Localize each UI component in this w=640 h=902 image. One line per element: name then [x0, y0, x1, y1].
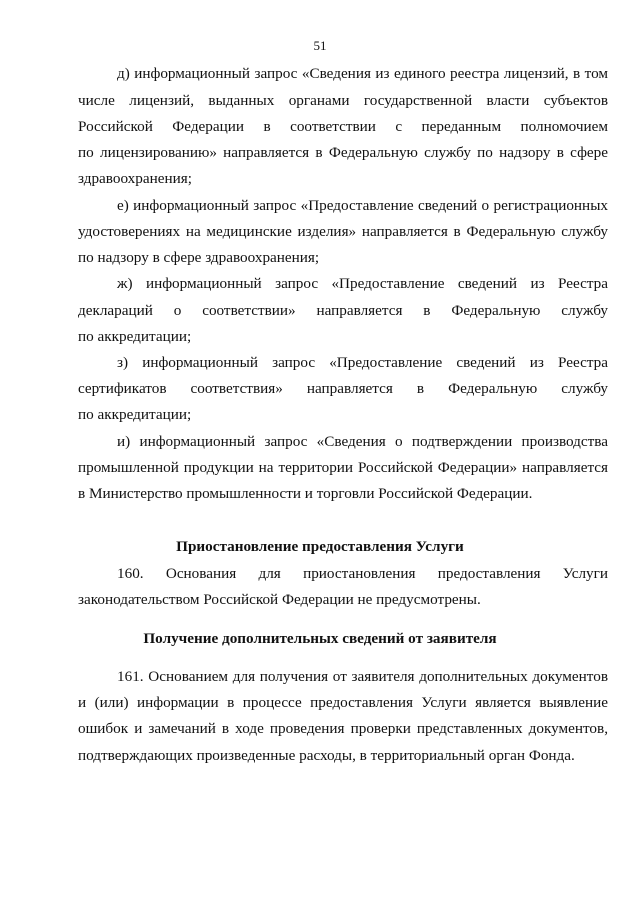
paragraph-line: промышленной продукции на территории Российской Федерации» направляется: [78, 459, 608, 476]
paragraph-line: ошибок и замечаний в ходе проведения проверки представленных документов,: [78, 720, 608, 737]
paragraph-line: в Министерство промышленности и торговли Российской Федерации.: [78, 485, 533, 502]
paragraph-line: здравоохранения;: [78, 170, 192, 187]
paragraph-line: з) информационный запрос «Предоставление сведений из Реестра: [117, 354, 608, 371]
paragraph-line: 161. Основанием для получения от заявителя дополнительных документов: [117, 668, 608, 685]
paragraph-line: д) информационный запрос «Сведения из единого реестра лицензий, в том: [117, 65, 608, 82]
paragraph-line: деклараций о соответствии» направляется в Федеральную службу: [78, 302, 608, 319]
paragraph-line: ж) информационный запрос «Предоставление сведений из Реестра: [117, 275, 608, 292]
section-heading: Получение дополнительных сведений от заявителя: [143, 630, 497, 647]
paragraph-line: е) информационный запрос «Предоставление сведений о регистрационных: [117, 197, 608, 214]
page-number: 51: [313, 38, 327, 53]
paragraph-line: числе лицензий, выданных органами государственной власти субъектов: [78, 92, 608, 109]
paragraph-line: 160. Основания для приостановления предоставления Услуги: [117, 565, 608, 582]
paragraph-line: Российской Федерации в соответствии с переданным полномочием: [78, 118, 608, 135]
section-heading: Приостановление предоставления Услуги: [176, 538, 464, 555]
paragraph-line: по лицензированию» направляется в Федеральную службу по надзору в сфере: [78, 144, 608, 161]
paragraph-line: и) информационный запрос «Сведения о подтверждении производства: [117, 433, 608, 450]
paragraph-line: сертификатов соответствия» направляется в Федеральную службу: [78, 380, 608, 397]
paragraph-line: подтверждающих произведенные расходы, в территориальный орган Фонда.: [78, 747, 575, 764]
paragraph-line: по аккредитации;: [78, 328, 192, 345]
paragraph-line: и (или) информации в процессе предоставления Услуги является выявление: [78, 694, 608, 711]
paragraph-line: законодательством Российской Федерации не предусмотрены.: [78, 591, 481, 608]
paragraph-line: по аккредитации;: [78, 406, 192, 423]
paragraph-line: по надзору в сфере здравоохранения;: [78, 249, 320, 266]
paragraph-line: удостоверениях на медицинские изделия» направляется в Федеральную службу: [78, 223, 608, 240]
